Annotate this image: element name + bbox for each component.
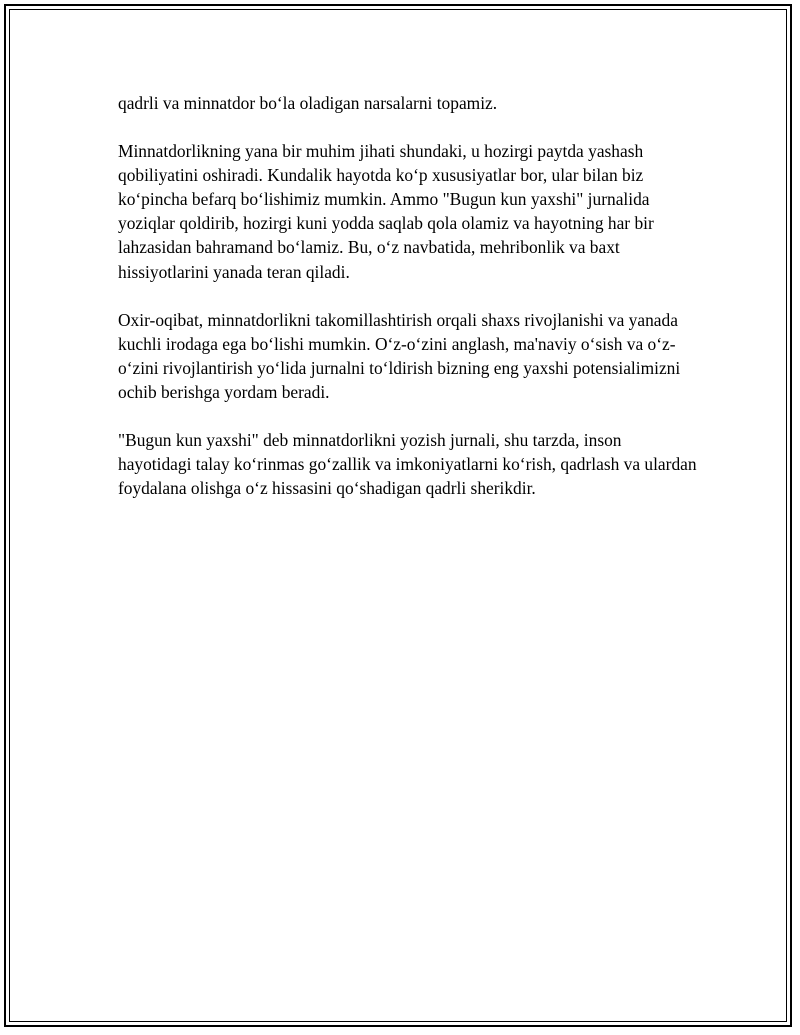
paragraph-4: "Bugun kun yaxshi" deb minnatdorlikni yozish jurnali, shu tarzda, inson hayotidagi talay ko‘rinmas go‘zallik va imkoniyatlarni ko‘rish, qadrlash va ulardan foydalana olishga o‘z hissasini qo‘shadigan qadrli sherikdir. — [118, 430, 697, 499]
document-body — [118, 91, 698, 500]
paragraph-1: qadrli va minnatdor bo‘la oladigan narsalarni topamiz. — [118, 93, 498, 113]
paragraph-3: Oxir-oqibat, minnatdorlikni takomillashtirish orqali shaxs rivojlanishi va yanada kuchli irodaga ega bo‘lishi mumkin. O‘z-o‘zini anglash, ma'naviy o‘sish va o‘z-o‘zini rivojlantirish yo‘lida jurnalni to‘ldirish bizning eng yaxshi potensialimizni ochib berishga yordam beradi. — [118, 309, 681, 402]
paragraph-2: Minnatdorlikning yana bir muhim jihati shundaki, u hozirgi paytda yashash qobiliyatini oshiradi. Kundalik hayotda ko‘p xususiyatlar bor, ular bilan biz ko‘pincha befarq bo‘lishimiz mumkin. Ammo "Bugun kun yaxshi" jurnalida yoziqlar qoldirib, hozirgi kuni yodda saqlab qola olamiz va hayotning har bir lahzasidan bahramand bo‘lamiz. Bu, o‘z navbatida, mehribonlik va baxt hissiyotlarini yanada teran qiladi. — [118, 141, 654, 282]
